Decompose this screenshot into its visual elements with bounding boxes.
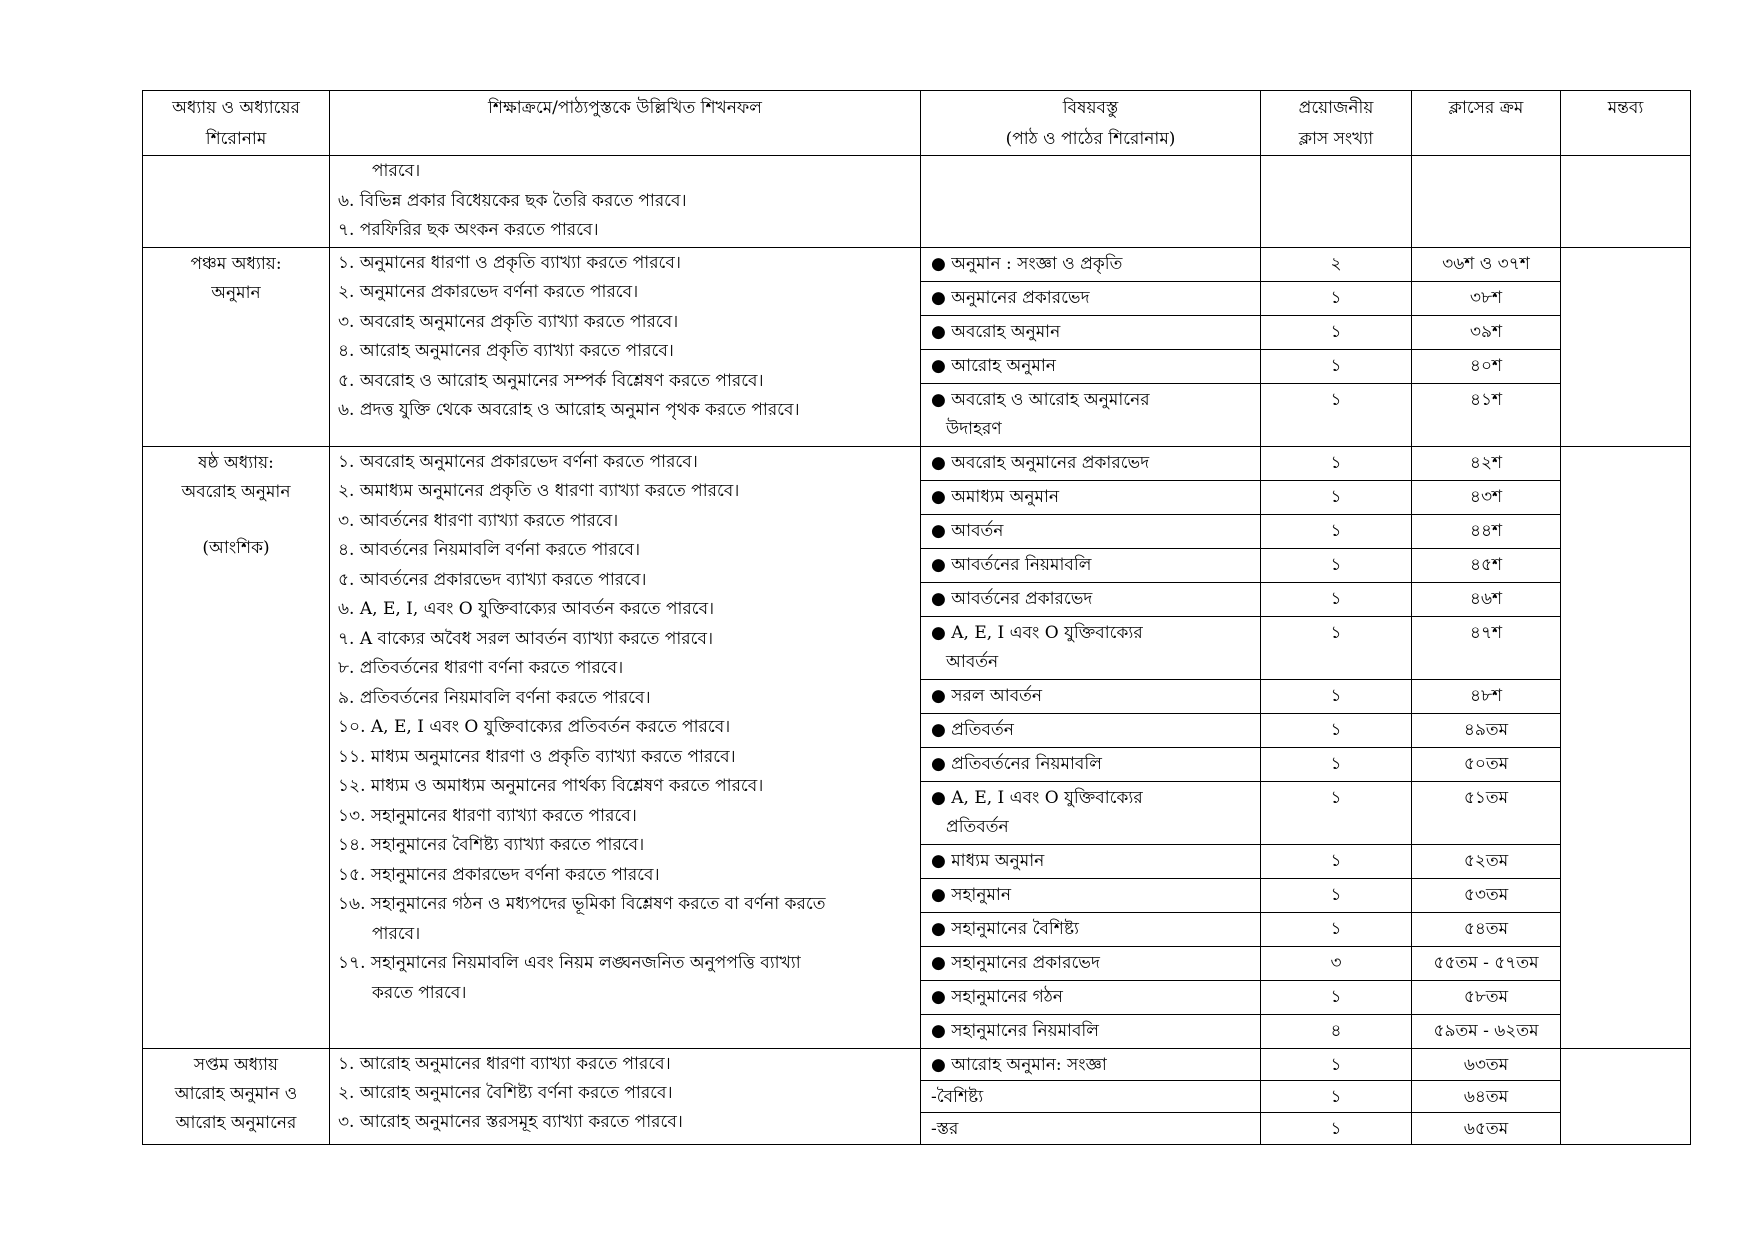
lesson-count: ৩ (1261, 946, 1412, 980)
lesson-title: ● প্রতিবর্তনের নিয়মাবলি (921, 747, 1261, 781)
content-cell (921, 156, 1261, 248)
lesson-count: ১ (1261, 1112, 1412, 1144)
lesson-order: ৪০শ (1412, 349, 1561, 383)
chapter-cell (143, 156, 330, 248)
syllabus-page (142, 90, 1690, 1145)
lesson-order: ৪৯তম (1412, 713, 1561, 747)
lesson-title: ● A, E, I এবং O যুক্তিবাক্যের আবর্তন (921, 616, 1261, 679)
lesson-title: ● সহানুমানের বৈশিষ্ট্য (921, 912, 1261, 946)
lesson-title: ● আবর্তন (921, 514, 1261, 548)
lesson-order: ৫৫তম - ৫৭তম (1412, 946, 1561, 980)
lesson-count: ১ (1261, 514, 1412, 548)
section-continuation (143, 156, 1691, 248)
chapter-cell: পঞ্চম অধ্যায়: অনুমান (143, 247, 330, 446)
lesson-order: ৪৪শ (1412, 514, 1561, 548)
lesson-title: ● আবর্তনের প্রকারভেদ (921, 582, 1261, 616)
lesson-count: ১ (1261, 980, 1412, 1014)
lesson-count: ১ (1261, 582, 1412, 616)
syllabus-table (142, 90, 1691, 1145)
lesson-count: ৪ (1261, 1014, 1412, 1048)
lesson-order: ৪১শ (1412, 383, 1561, 446)
lesson-count: ১ (1261, 281, 1412, 315)
lesson-title: ● অমাধ্যম অনুমান (921, 480, 1261, 514)
lesson-count: ১ (1261, 480, 1412, 514)
outcomes-cell: ১. অবরোহ অনুমানের প্রকারভেদ বর্ণনা করতে পারবে। ২. অমাধ্যম অনুমানের প্রকৃতি ও ধারণা ব্যাখ্যা করতে পারবে। ৩. আবর্তনের ধারণা ব্যাখ্যা করতে পারবে। ৪. আবর্তনের নিয়মাবলি বর্ণনা করতে পারবে। ৫. আবর্তনের প্রকারভেদ ব্যাখ্যা করতে পারবে। ৬. A, E, I, এবং O যুক্তিবাক্যের আবর্তন করতে পারবে। ৭. A বাক্যের অবৈধ সরল আবর্তন ব্যাখ্যা করতে পারবে। ৮. প্রতিবর্তনের ধারণা বর্ণনা করতে পারবে। ৯. প্রতিবর্তনের নিয়মাবলি বর্ণনা করতে পারবে। ১০. A, E, I এবং O যুক্তিবাক্যের প্রতিবর্তন করতে পারবে। ১১. মাধ্যম অনুমানের ধারণা ও প্রকৃতি ব্যাখ্যা করতে পারবে। ১২. মাধ্যম ও অমাধ্যম অনুমানের পার্থক্য বিশ্লেষণ করতে পারবে। ১৩. সহানুমানের ধারণা ব্যাখ্যা করতে পারবে। ১৪. সহানুমানের বৈশিষ্ট্য ব্যাখ্যা করতে পারবে। ১৫. সহানুমানের প্রকারভেদ বর্ণনা করতে পারবে। ১৬. সহানুমানের গঠন ও মধ্যপদের ভূমিকা বিশ্লেষণ করতে বা বর্ণনা করতে পারবে। ১৭. সহানুমানের নিয়মাবলি এবং নিয়ম লঙ্ঘনজনিত অনুপপত্তি ব্যাখ্যা করতে পারবে। (330, 446, 921, 1048)
lesson-order: ৬৫তম (1412, 1112, 1561, 1144)
lesson-count: ১ (1261, 878, 1412, 912)
lesson-title: ● আরোহ অনুমান (921, 349, 1261, 383)
lesson-title: ● A, E, I এবং O যুক্তিবাক্যের প্রতিবর্তন (921, 781, 1261, 844)
lesson-order: ৫৯তম - ৬২তম (1412, 1014, 1561, 1048)
outcomes-cell: ১. আরোহ অনুমানের ধারণা ব্যাখ্যা করতে পারবে। ২. আরোহ অনুমানের বৈশিষ্ট্য বর্ণনা করতে পারবে। ৩. আরোহ অনুমানের স্তরসমূহ ব্যাখ্যা করতে পারবে। (330, 1048, 921, 1144)
lesson-order: ৬৩তম (1412, 1048, 1561, 1080)
lesson-row (143, 247, 1691, 281)
lesson-order: ৪৩শ (1412, 480, 1561, 514)
lesson-count: ১ (1261, 844, 1412, 878)
lesson-count: ১ (1261, 713, 1412, 747)
lesson-title: ● প্রতিবর্তন (921, 713, 1261, 747)
lesson-title: ● অনুমান : সংজ্ঞা ও প্রকৃতি (921, 247, 1261, 281)
lesson-title: ● আবর্তনের নিয়মাবলি (921, 548, 1261, 582)
header-chapter: অধ্যায় ও অধ্যায়ের শিরোনাম (143, 91, 330, 156)
header-remarks: মন্তব্য (1561, 91, 1691, 156)
lesson-title: ● অবরোহ অনুমানের প্রকারভেদ (921, 446, 1261, 480)
lesson-title: ● সহানুমানের গঠন (921, 980, 1261, 1014)
lesson-order: ৩৯শ (1412, 315, 1561, 349)
lesson-title: -বৈশিষ্ট্য (921, 1080, 1261, 1112)
lesson-title: ● আরোহ অনুমান: সংজ্ঞা (921, 1048, 1261, 1080)
lesson-title: ● অবরোহ ও আরোহ অনুমানের উদাহরণ (921, 383, 1261, 446)
count-cell (1261, 156, 1412, 248)
lesson-count: ১ (1261, 781, 1412, 844)
lesson-title: ● সহানুমানের নিয়মাবলি (921, 1014, 1261, 1048)
lesson-count: ১ (1261, 315, 1412, 349)
lesson-count: ১ (1261, 747, 1412, 781)
lesson-title: ● সরল আবর্তন (921, 679, 1261, 713)
lesson-title: -স্তর (921, 1112, 1261, 1144)
lesson-order: ৬৪তম (1412, 1080, 1561, 1112)
lesson-row (143, 446, 1691, 480)
lesson-count: ১ (1261, 1048, 1412, 1080)
chapter-cell: ষষ্ঠ অধ্যায়: অবরোহ অনুমান (আংশিক) (143, 446, 330, 1048)
order-cell (1412, 156, 1561, 248)
remarks-cell (1561, 156, 1691, 248)
chapter-cell: সপ্তম অধ্যায় আরোহ অনুমান ও আরোহ অনুমানের (143, 1048, 330, 1144)
lesson-order: ৩৬শ ও ৩৭শ (1412, 247, 1561, 281)
lesson-order: ৫২তম (1412, 844, 1561, 878)
lesson-order: ৫০তম (1412, 747, 1561, 781)
lesson-count: ২ (1261, 247, 1412, 281)
remarks-cell (1561, 1048, 1691, 1144)
lesson-order: ৪৫শ (1412, 548, 1561, 582)
lesson-title: ● অনুমানের প্রকারভেদ (921, 281, 1261, 315)
lesson-count: ১ (1261, 383, 1412, 446)
lesson-title: ● অবরোহ অনুমান (921, 315, 1261, 349)
lesson-count: ১ (1261, 349, 1412, 383)
lesson-count: ১ (1261, 446, 1412, 480)
remarks-cell (1561, 446, 1691, 1048)
lesson-order: ৪৬শ (1412, 582, 1561, 616)
lesson-count: ১ (1261, 548, 1412, 582)
lesson-order: ৫৪তম (1412, 912, 1561, 946)
lesson-order: ৫৩তম (1412, 878, 1561, 912)
lesson-title: ● সহানুমানের প্রকারভেদ (921, 946, 1261, 980)
header-class-order: ক্লাসের ক্রম (1412, 91, 1561, 156)
header-outcomes: শিক্ষাক্রমে/পাঠ্যপুস্তকে উল্লিখিত শিখনফল (330, 91, 921, 156)
lesson-order: ৩৮শ (1412, 281, 1561, 315)
lesson-count: ১ (1261, 1080, 1412, 1112)
lesson-title: ● সহানুমান (921, 878, 1261, 912)
remarks-cell (1561, 247, 1691, 446)
lesson-order: ৪৭শ (1412, 616, 1561, 679)
outcomes-cell: পারবে। ৬. বিভিন্ন প্রকার বিধেয়কের ছক তৈরি করতে পারবে। ৭. পরফিরির ছক অংকন করতে পারবে। (330, 156, 921, 248)
header-content: বিষয়বস্তু (পাঠ ও পাঠের শিরোনাম) (921, 91, 1261, 156)
lesson-title: ● মাধ্যম অনুমান (921, 844, 1261, 878)
lesson-order: ৪৮শ (1412, 679, 1561, 713)
header-row (143, 91, 1691, 156)
lesson-count: ১ (1261, 616, 1412, 679)
lesson-order: ৫১তম (1412, 781, 1561, 844)
outcomes-cell: ১. অনুমানের ধারণা ও প্রকৃতি ব্যাখ্যা করতে পারবে। ২. অনুমানের প্রকারভেদ বর্ণনা করতে পারবে। ৩. অবরোহ অনুমানের প্রকৃতি ব্যাখ্যা করতে পারবে। ৪. আরোহ অনুমানের প্রকৃতি ব্যাখ্যা করতে পারবে। ৫. অবরোহ ও আরোহ অনুমানের সম্পর্ক বিশ্লেষণ করতে পারবে। ৬. প্রদত্ত যুক্তি থেকে অবরোহ ও আরোহ অনুমান পৃথক করতে পারবে। (330, 247, 921, 446)
lesson-order: ৫৮তম (1412, 980, 1561, 1014)
lesson-row (143, 1048, 1691, 1080)
header-class-count: প্রয়োজনীয় ক্লাস সংখ্যা (1261, 91, 1412, 156)
lesson-count: ১ (1261, 912, 1412, 946)
lesson-count: ১ (1261, 679, 1412, 713)
lesson-order: ৪২শ (1412, 446, 1561, 480)
